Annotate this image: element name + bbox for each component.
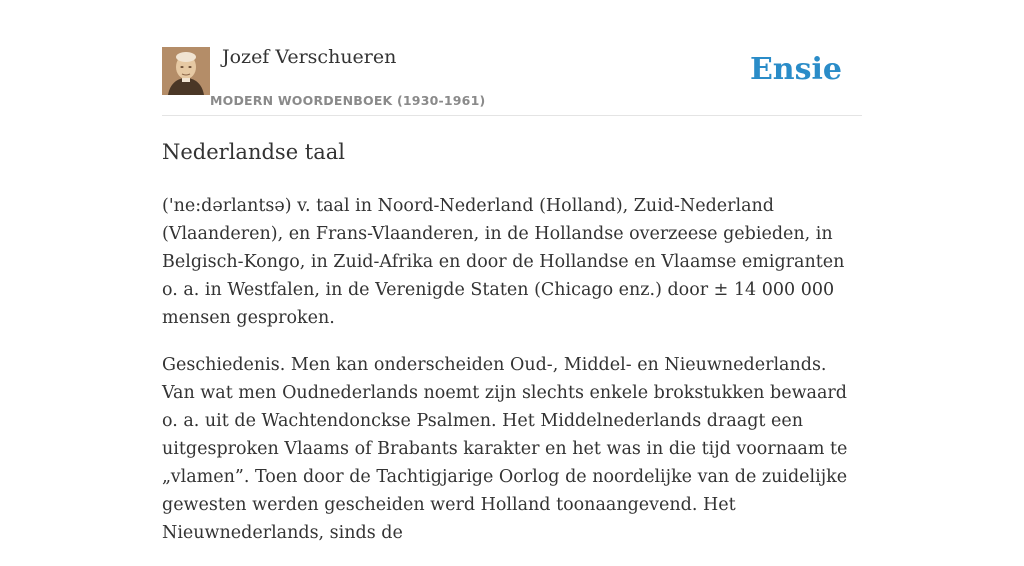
author-name[interactable]: Jozef Verschueren bbox=[222, 46, 397, 68]
author-portrait-icon bbox=[162, 47, 210, 95]
brand-logo[interactable]: Ensie bbox=[749, 52, 842, 87]
article-body bbox=[162, 192, 862, 566]
source-label: MODERN WOORDENBOEK (1930-1961) bbox=[210, 93, 486, 108]
paragraph: Geschiedenis. Men kan onderscheiden Oud-, Middel- en Nieuwnederlands. Van wat men Oudnederlands noemt zijn slechts enkele brokstukken bewaard o. a. uit de Wachtendonckse Psalmen. Het Middelnederlands draagt een uitgesproken Vlaams of Brabants karakter en het was in die tijd voornaam te „vlamen”. Toen door de Tachtigjarige Oorlog de noordelijke van de zuidelijke gewesten werden gescheiden werd Holland toonaangevend. Het Nieuwnederlands, sinds de bbox=[162, 355, 848, 543]
paragraph: ('ne:dərlantsə) v. taal in Noord-Nederland (Holland), Zuid-Nederland (Vlaanderen), en Frans-Vlaanderen, in de Hollandse overzeese gebieden, in Belgisch-Kongo, in Zuid-Afrika en door de Hollandse en Vlaamse emigranten o. a. in Westfalen, in de Verenigde Staten (Chicago enz.) door ± 14 000 000 mensen gesproken. bbox=[162, 196, 845, 328]
page-title: Nederlandse taal bbox=[162, 140, 345, 164]
header bbox=[162, 0, 862, 116]
avatar[interactable] bbox=[162, 47, 210, 95]
